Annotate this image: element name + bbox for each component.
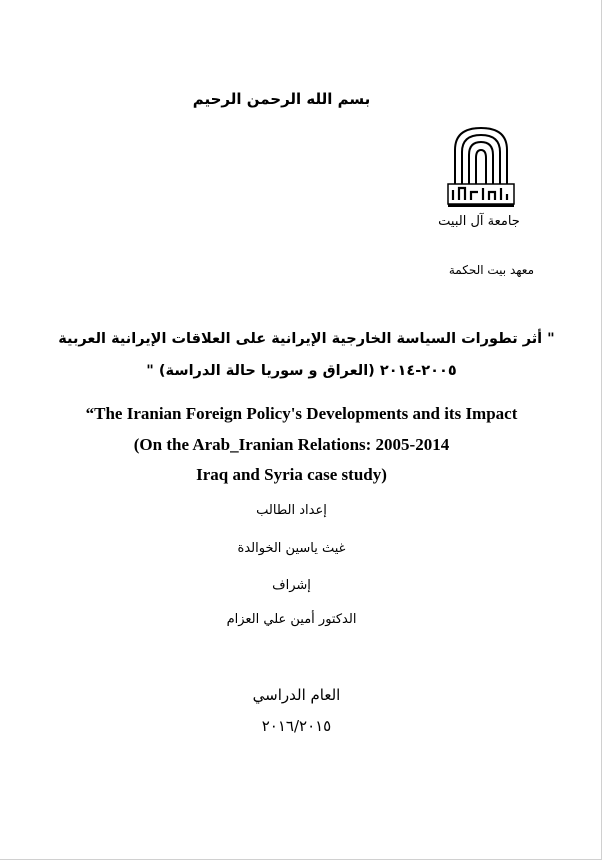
arabic-title-line-2: ٢٠٠٥-٢٠١٤ (العراق و سوريا حالة الدراسة) " [146,363,457,379]
university-logo-icon [445,122,517,208]
academic-year-value: ٢٠١٦/٢٠١٥ [261,717,332,735]
academic-year-label: العام الدراسي [252,686,341,704]
institute-name: معهد بيت الحكمة [448,263,534,277]
english-title-line-1: “The Iranian Foreign Policy's Developments and its Impact [85,404,518,423]
supervisor-label: إشراف [272,578,311,593]
english-title-line-2: (On the Arab_Iranian Relations: 2005-2014 [133,435,450,454]
student-name: غيث ياسين الخوالدة [237,541,346,556]
supervisor-name: الدكتور أمين علي العزام [226,612,357,627]
basmala: بسم الله الرحمن الرحيم [192,90,371,108]
arabic-title-line-1: " أثر تطورات السياسة الخارجية الإيرانية على العلاقات الإيرانية العربية [58,331,555,347]
english-title-line-3: Iraq and Syria case study) [196,465,387,484]
prepared-by-label: إعداد الطالب [256,503,327,518]
university-name: جامعة آل البيت [438,214,520,229]
